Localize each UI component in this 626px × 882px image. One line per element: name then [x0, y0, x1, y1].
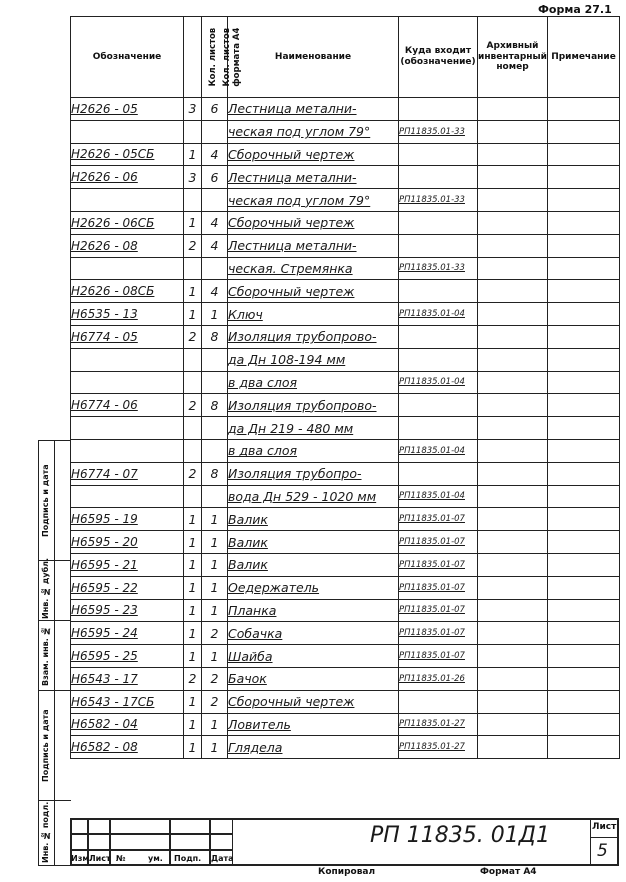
cell-sheets: 1	[184, 599, 202, 622]
cell-destination: РП11835.01-33	[399, 257, 478, 280]
cell-sheets: 1	[184, 576, 202, 599]
cell-designation	[71, 439, 184, 462]
cell-destination: РП11835.01-07	[399, 508, 478, 531]
cell-archive	[478, 189, 548, 212]
cell-archive	[478, 371, 548, 394]
cell-destination: РП11835.01-07	[399, 553, 478, 576]
cell-sheets-a4: 8	[202, 325, 228, 348]
cell-note	[548, 599, 620, 622]
cell-designation	[71, 417, 184, 440]
cell-note	[548, 531, 620, 554]
cell-designation: Н6774 - 05	[71, 325, 184, 348]
table-row	[71, 417, 620, 440]
cell-note	[548, 166, 620, 189]
cell-destination: РП11835.01-04	[399, 439, 478, 462]
cell-destination: РП11835.01-27	[399, 736, 478, 759]
cell-archive	[478, 211, 548, 234]
cell-sheets-a4	[202, 417, 228, 440]
cell-sheets-a4	[202, 371, 228, 394]
cell-name: Сборочный чертеж	[228, 211, 399, 234]
cell-name: Сборочный чертеж	[228, 280, 399, 303]
cell-note	[548, 553, 620, 576]
cell-archive	[478, 576, 548, 599]
table-row	[71, 120, 620, 143]
cell-archive	[478, 143, 548, 166]
cell-designation: Н2626 - 05	[71, 98, 184, 121]
cell-designation	[71, 485, 184, 508]
cell-sheets: 1	[184, 143, 202, 166]
cell-archive	[478, 439, 548, 462]
cell-sheets-a4	[202, 348, 228, 371]
side-cell-signature-date-1: Подпись и дата	[39, 441, 71, 561]
table-row	[71, 736, 620, 759]
table-row	[71, 303, 620, 326]
stamp-ym: ум.	[148, 854, 163, 863]
cell-archive	[478, 234, 548, 257]
cell-name: Изоляция трубопрово-	[228, 325, 399, 348]
cell-note	[548, 462, 620, 485]
cell-note	[548, 417, 620, 440]
cell-archive	[478, 667, 548, 690]
table-row	[71, 645, 620, 668]
cell-designation: Н2626 - 08	[71, 234, 184, 257]
cell-destination	[399, 325, 478, 348]
cell-sheets: 2	[184, 325, 202, 348]
title-block	[70, 818, 619, 866]
header-archive: Архивный инвентарный номер	[478, 17, 548, 98]
cell-sheets: 3	[184, 166, 202, 189]
table-row	[71, 690, 620, 713]
table-row	[71, 166, 620, 189]
cell-archive	[478, 417, 548, 440]
cell-archive	[478, 645, 548, 668]
cell-note	[548, 280, 620, 303]
cell-destination	[399, 690, 478, 713]
table-row	[71, 576, 620, 599]
cell-sheets: 3	[184, 98, 202, 121]
header-designation: Обозначение	[71, 17, 184, 98]
cell-name: Валик	[228, 553, 399, 576]
table-row	[71, 280, 620, 303]
cell-note	[548, 348, 620, 371]
side-cell-inv-dubl: Инв. № дубл.	[39, 561, 71, 621]
cell-name: Ловитель	[228, 713, 399, 736]
header-name: Наименование	[228, 17, 399, 98]
cell-destination: РП11835.01-26	[399, 667, 478, 690]
cell-designation: Н6535 - 13	[71, 303, 184, 326]
cell-destination	[399, 348, 478, 371]
cell-note	[548, 98, 620, 121]
cell-archive	[478, 394, 548, 417]
table-row	[71, 371, 620, 394]
cell-designation	[71, 257, 184, 280]
cell-sheets-a4: 8	[202, 462, 228, 485]
cell-designation: Н6595 - 19	[71, 508, 184, 531]
cell-archive	[478, 485, 548, 508]
cell-sheets: 2	[184, 234, 202, 257]
cell-sheets: 1	[184, 280, 202, 303]
cell-sheets: 2	[184, 462, 202, 485]
cell-destination	[399, 98, 478, 121]
cell-designation	[71, 120, 184, 143]
cell-name: Сборочный чертеж	[228, 690, 399, 713]
table-row	[71, 462, 620, 485]
cell-sheets	[184, 439, 202, 462]
sheet-number: 5	[597, 841, 608, 861]
cell-sheets: 2	[184, 394, 202, 417]
stamp-podp: Подп.	[174, 854, 202, 863]
header-sheets: Кол. листов	[184, 17, 202, 98]
cell-sheets: 1	[184, 713, 202, 736]
cell-sheets-a4: 1	[202, 713, 228, 736]
cell-sheets-a4: 4	[202, 211, 228, 234]
cell-name: Глядела	[228, 736, 399, 759]
cell-sheets: 2	[184, 667, 202, 690]
cell-sheets	[184, 485, 202, 508]
cell-destination	[399, 462, 478, 485]
table-row	[71, 508, 620, 531]
cell-destination	[399, 166, 478, 189]
table-row	[71, 234, 620, 257]
cell-archive	[478, 713, 548, 736]
cell-sheets	[184, 189, 202, 212]
cell-archive	[478, 303, 548, 326]
sheet-label: Лист	[592, 822, 617, 832]
table-row	[71, 439, 620, 462]
cell-name: Собачка	[228, 622, 399, 645]
specification-table	[70, 16, 620, 759]
table-row	[71, 622, 620, 645]
stamp-izm: Изм.	[71, 854, 92, 863]
cell-archive	[478, 325, 548, 348]
cell-name: вода Дн 529 - 1020 мм	[228, 485, 399, 508]
side-cell-signature-date-2: Подпись и дата	[39, 691, 71, 801]
cell-name: Лестница метални-	[228, 234, 399, 257]
document-number: РП 11835. 01Д1	[370, 823, 550, 848]
cell-archive	[478, 531, 548, 554]
cell-destination: РП11835.01-33	[399, 120, 478, 143]
cell-note	[548, 713, 620, 736]
cell-sheets: 1	[184, 211, 202, 234]
cell-archive	[478, 690, 548, 713]
cell-sheets-a4: 1	[202, 576, 228, 599]
cell-name: Планка	[228, 599, 399, 622]
cell-destination	[399, 417, 478, 440]
cell-designation: Н6543 - 17	[71, 667, 184, 690]
cell-designation	[71, 348, 184, 371]
stamp-list: Лист	[89, 854, 111, 863]
table-row	[71, 325, 620, 348]
cell-sheets-a4: 1	[202, 736, 228, 759]
table-row	[71, 348, 620, 371]
cell-sheets-a4	[202, 257, 228, 280]
cell-designation: Н6774 - 07	[71, 462, 184, 485]
cell-sheets	[184, 371, 202, 394]
cell-destination	[399, 143, 478, 166]
cell-sheets-a4	[202, 485, 228, 508]
cell-archive	[478, 98, 548, 121]
cell-destination: РП11835.01-07	[399, 531, 478, 554]
cell-sheets-a4: 1	[202, 508, 228, 531]
cell-note	[548, 325, 620, 348]
cell-note	[548, 667, 620, 690]
cell-sheets-a4	[202, 439, 228, 462]
cell-sheets-a4: 6	[202, 98, 228, 121]
cell-archive	[478, 736, 548, 759]
cell-note	[548, 234, 620, 257]
cell-note	[548, 736, 620, 759]
cell-sheets	[184, 120, 202, 143]
cell-sheets	[184, 417, 202, 440]
cell-designation	[71, 371, 184, 394]
cell-destination	[399, 234, 478, 257]
cell-archive	[478, 553, 548, 576]
cell-note	[548, 394, 620, 417]
cell-destination	[399, 280, 478, 303]
table-row	[71, 189, 620, 212]
cell-designation: Н2626 - 06	[71, 166, 184, 189]
cell-archive	[478, 257, 548, 280]
cell-name: Изоляция трубопро-	[228, 462, 399, 485]
cell-name: в два слоя	[228, 371, 399, 394]
cell-destination: РП11835.01-33	[399, 189, 478, 212]
cell-note	[548, 690, 620, 713]
table-row	[71, 531, 620, 554]
cell-note	[548, 189, 620, 212]
header-sheets-a4: Кол. листов формата А4	[202, 17, 228, 98]
cell-name: да Дн 219 - 480 мм	[228, 417, 399, 440]
cell-sheets: 1	[184, 622, 202, 645]
cell-name: Лестница метални-	[228, 98, 399, 121]
cell-note	[548, 439, 620, 462]
cell-designation: Н6595 - 22	[71, 576, 184, 599]
table-row	[71, 553, 620, 576]
cell-archive	[478, 462, 548, 485]
cell-archive	[478, 508, 548, 531]
cell-name: да Дн 108-194 мм	[228, 348, 399, 371]
cell-archive	[478, 348, 548, 371]
cell-name: Изоляция трубопрово-	[228, 394, 399, 417]
cell-name: Ключ	[228, 303, 399, 326]
table-row	[71, 211, 620, 234]
cell-sheets	[184, 257, 202, 280]
cell-designation: Н6595 - 20	[71, 531, 184, 554]
cell-sheets: 1	[184, 736, 202, 759]
cell-sheets-a4: 2	[202, 622, 228, 645]
cell-sheets-a4	[202, 120, 228, 143]
cell-archive	[478, 622, 548, 645]
table-row	[71, 599, 620, 622]
cell-sheets-a4: 2	[202, 667, 228, 690]
cell-destination	[399, 211, 478, 234]
table-row	[71, 143, 620, 166]
cell-name: Лестница метални-	[228, 166, 399, 189]
cell-sheets-a4: 6	[202, 166, 228, 189]
cell-designation: Н6774 - 06	[71, 394, 184, 417]
cell-destination	[399, 394, 478, 417]
cell-designation: Н6595 - 25	[71, 645, 184, 668]
cell-note	[548, 371, 620, 394]
footer-copied: Копировал	[318, 867, 376, 877]
cell-sheets-a4: 1	[202, 599, 228, 622]
table-row	[71, 98, 620, 121]
cell-name: Бачок	[228, 667, 399, 690]
cell-sheets-a4: 1	[202, 553, 228, 576]
table-row	[71, 713, 620, 736]
table-row	[71, 257, 620, 280]
table-header-row	[71, 17, 620, 98]
cell-sheets: 1	[184, 553, 202, 576]
cell-note	[548, 257, 620, 280]
cell-sheets: 1	[184, 508, 202, 531]
cell-destination: РП11835.01-04	[399, 371, 478, 394]
cell-name: Сборочный чертеж	[228, 143, 399, 166]
cell-sheets-a4: 1	[202, 531, 228, 554]
cell-designation: Н6543 - 17СБ	[71, 690, 184, 713]
cell-name: ческая под углом 79°	[228, 189, 399, 212]
cell-designation: Н6595 - 24	[71, 622, 184, 645]
cell-sheets-a4	[202, 189, 228, 212]
cell-sheets-a4: 4	[202, 143, 228, 166]
cell-designation: Н6595 - 23	[71, 599, 184, 622]
cell-name: в два слоя	[228, 439, 399, 462]
table-row	[71, 485, 620, 508]
cell-name: Оедержатель	[228, 576, 399, 599]
side-cell-vzam-inv: Взам. инв. №	[39, 621, 71, 691]
cell-note	[548, 508, 620, 531]
cell-archive	[478, 280, 548, 303]
cell-note	[548, 485, 620, 508]
cell-sheets-a4: 1	[202, 645, 228, 668]
cell-name: ческая под углом 79°	[228, 120, 399, 143]
cell-sheets-a4: 8	[202, 394, 228, 417]
side-cell-inv-podl: Инв. № подл.	[41, 801, 50, 863]
cell-sheets-a4: 1	[202, 303, 228, 326]
cell-sheets: 1	[184, 690, 202, 713]
side-stamp	[38, 440, 70, 866]
cell-sheets: 1	[184, 645, 202, 668]
cell-note	[548, 622, 620, 645]
cell-destination: РП11835.01-07	[399, 645, 478, 668]
cell-sheets: 1	[184, 531, 202, 554]
cell-name: Шайба	[228, 645, 399, 668]
stamp-no-doc: №	[116, 854, 126, 863]
header-destination: Куда входит (обозначение)	[399, 17, 478, 98]
cell-note	[548, 576, 620, 599]
cell-sheets-a4: 4	[202, 280, 228, 303]
cell-designation: Н2626 - 08СБ	[71, 280, 184, 303]
header-note: Примечание	[548, 17, 620, 98]
cell-destination: РП11835.01-07	[399, 622, 478, 645]
cell-note	[548, 120, 620, 143]
cell-designation: Н6582 - 08	[71, 736, 184, 759]
stamp-data: Дата	[211, 854, 234, 863]
cell-note	[548, 211, 620, 234]
cell-note	[548, 645, 620, 668]
cell-name: ческая. Стремянка	[228, 257, 399, 280]
cell-note	[548, 143, 620, 166]
cell-destination: РП11835.01-27	[399, 713, 478, 736]
cell-sheets	[184, 348, 202, 371]
cell-designation	[71, 189, 184, 212]
cell-note	[548, 303, 620, 326]
cell-archive	[478, 166, 548, 189]
table-row	[71, 394, 620, 417]
cell-archive	[478, 120, 548, 143]
cell-destination: РП11835.01-04	[399, 485, 478, 508]
cell-name: Валик	[228, 531, 399, 554]
cell-name: Валик	[228, 508, 399, 531]
cell-destination: РП11835.01-07	[399, 599, 478, 622]
form-label: Форма 27.1	[538, 3, 612, 16]
cell-sheets-a4: 2	[202, 690, 228, 713]
cell-designation: Н2626 - 05СБ	[71, 143, 184, 166]
cell-sheets: 1	[184, 303, 202, 326]
cell-destination: РП11835.01-07	[399, 576, 478, 599]
cell-designation: Н2626 - 06СБ	[71, 211, 184, 234]
cell-sheets-a4: 4	[202, 234, 228, 257]
cell-designation: Н6582 - 04	[71, 713, 184, 736]
table-row	[71, 667, 620, 690]
cell-destination: РП11835.01-04	[399, 303, 478, 326]
cell-archive	[478, 599, 548, 622]
footer-format: Формат А4	[480, 867, 537, 877]
cell-designation: Н6595 - 21	[71, 553, 184, 576]
